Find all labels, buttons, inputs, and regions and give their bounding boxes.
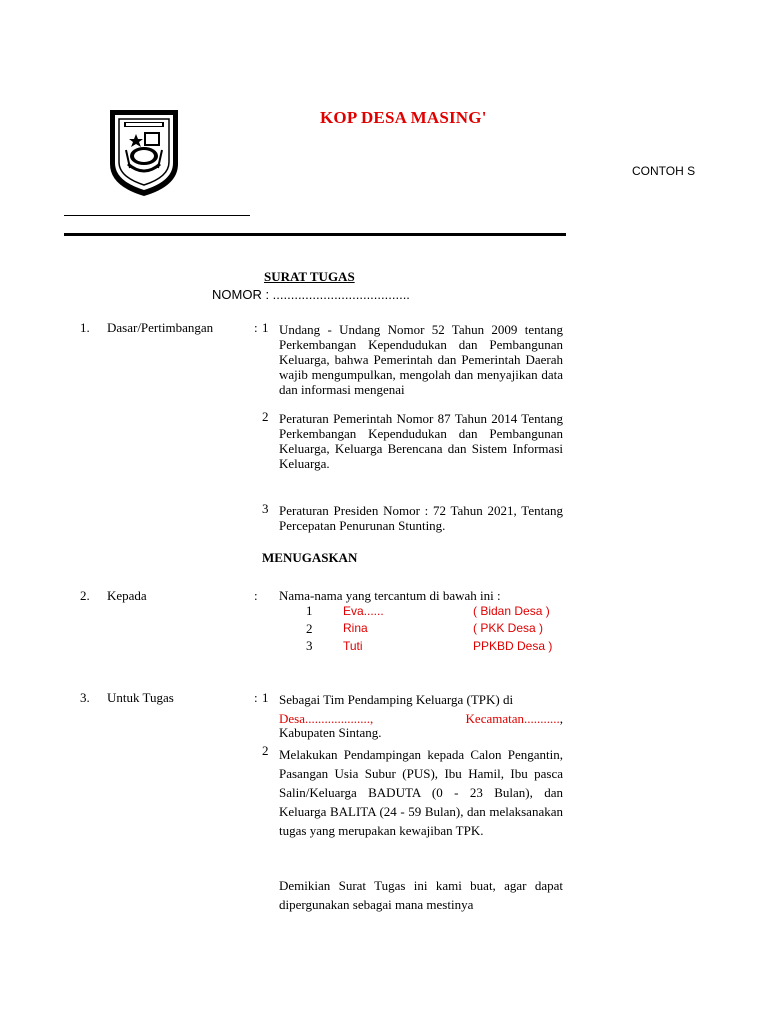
section3-label: Untuk Tugas	[107, 690, 174, 705]
document-title: SURAT TUGAS	[264, 269, 355, 284]
person1-role: ( Bidan Desa )	[473, 604, 550, 618]
letterhead-thick-rule	[64, 233, 566, 236]
section1-item1-number: 1	[262, 320, 269, 335]
person2-number: 2	[306, 621, 313, 636]
regency-emblem-logo	[106, 106, 182, 198]
section1-item3-text: Peraturan Presiden Nomor : 72 Tahun 2021, Tentang Percepatan Penurunan Stunting.	[279, 503, 563, 533]
section2-number: 2.	[80, 588, 90, 603]
section3-item1-number: 1	[262, 690, 269, 705]
section1-colon: :	[254, 320, 258, 335]
section2-label: Kepada	[107, 588, 147, 603]
section1-item2-text: Peraturan Pemerintah Nomor 87 Tahun 2014 Tentang Perkembangan Kependudukan dan Pembangunan Keluarga, Keluarga Berencana dan Sistem Informasi Keluarga.	[279, 411, 563, 471]
section1-item2-number: 2	[262, 409, 269, 424]
letterhead-thin-rule	[64, 215, 250, 216]
person3-role: PPKBD Desa )	[473, 639, 553, 653]
section1-item3-number: 3	[262, 501, 269, 516]
kecamatan-comma: ,	[559, 711, 563, 726]
section3-item1-line3: Kabupaten Sintang.	[279, 725, 382, 740]
section3-item1-line1: Sebagai Tim Pendamping Keluarga (TPK) di	[279, 692, 514, 707]
menugaskan-heading: MENUGASKAN	[262, 550, 358, 565]
person2-name: Rina	[343, 621, 368, 635]
section1-number: 1.	[80, 320, 90, 335]
document-number: NOMOR : ......................................	[212, 287, 410, 302]
section2-colon: :	[254, 588, 258, 603]
section3-colon: :	[254, 690, 258, 705]
letterhead-title: KOP DESA MASING'	[320, 108, 487, 127]
kecamatan-group	[466, 711, 563, 727]
section1-item1-text: Undang - Undang Nomor 52 Tahun 2009 tentang Perkembangan Kependudukan dan Pembangunan Keluarga, bahwa Pemerintah dan Pemerintah Daerah wajib mengumpulkan, mengolah dan menyajikan data dan informasi mengenai	[279, 322, 563, 397]
section3-item2-text: Melakukan Pendampingan kepada Calon Pengantin, Pasangan Usia Subur (PUS), Ibu Hamil, Ibu pasca Salin/Keluarga BADUTA (0 - 23 Bulan), dan Keluarga BALITA (24 - 59 Bulan), dan melaksanakan tugas yang merupakan kewajiban TPK.	[279, 747, 563, 838]
closing-statement: Demikian Surat Tugas ini kami buat, agar dapat dipergunakan sebagai mana mestinya	[279, 878, 563, 912]
person2-role: ( PKK Desa )	[473, 621, 544, 635]
section1-label: Dasar/Pertimbangan	[107, 320, 214, 335]
person1-name: Eva......	[343, 604, 384, 618]
kecamatan-field: Kecamatan...........	[465, 711, 560, 726]
person1-number: 1	[306, 603, 313, 618]
person3-number: 3	[306, 638, 313, 653]
section2-intro: Nama-nama yang tercantum di bawah ini :	[279, 588, 501, 603]
section3-item2-number: 2	[262, 743, 269, 758]
contoh-label: CONTOH S	[632, 164, 696, 178]
desa-field: Desa....................,	[279, 711, 374, 726]
person3-name: Tuti	[343, 639, 363, 653]
section3-number: 3.	[80, 690, 90, 705]
